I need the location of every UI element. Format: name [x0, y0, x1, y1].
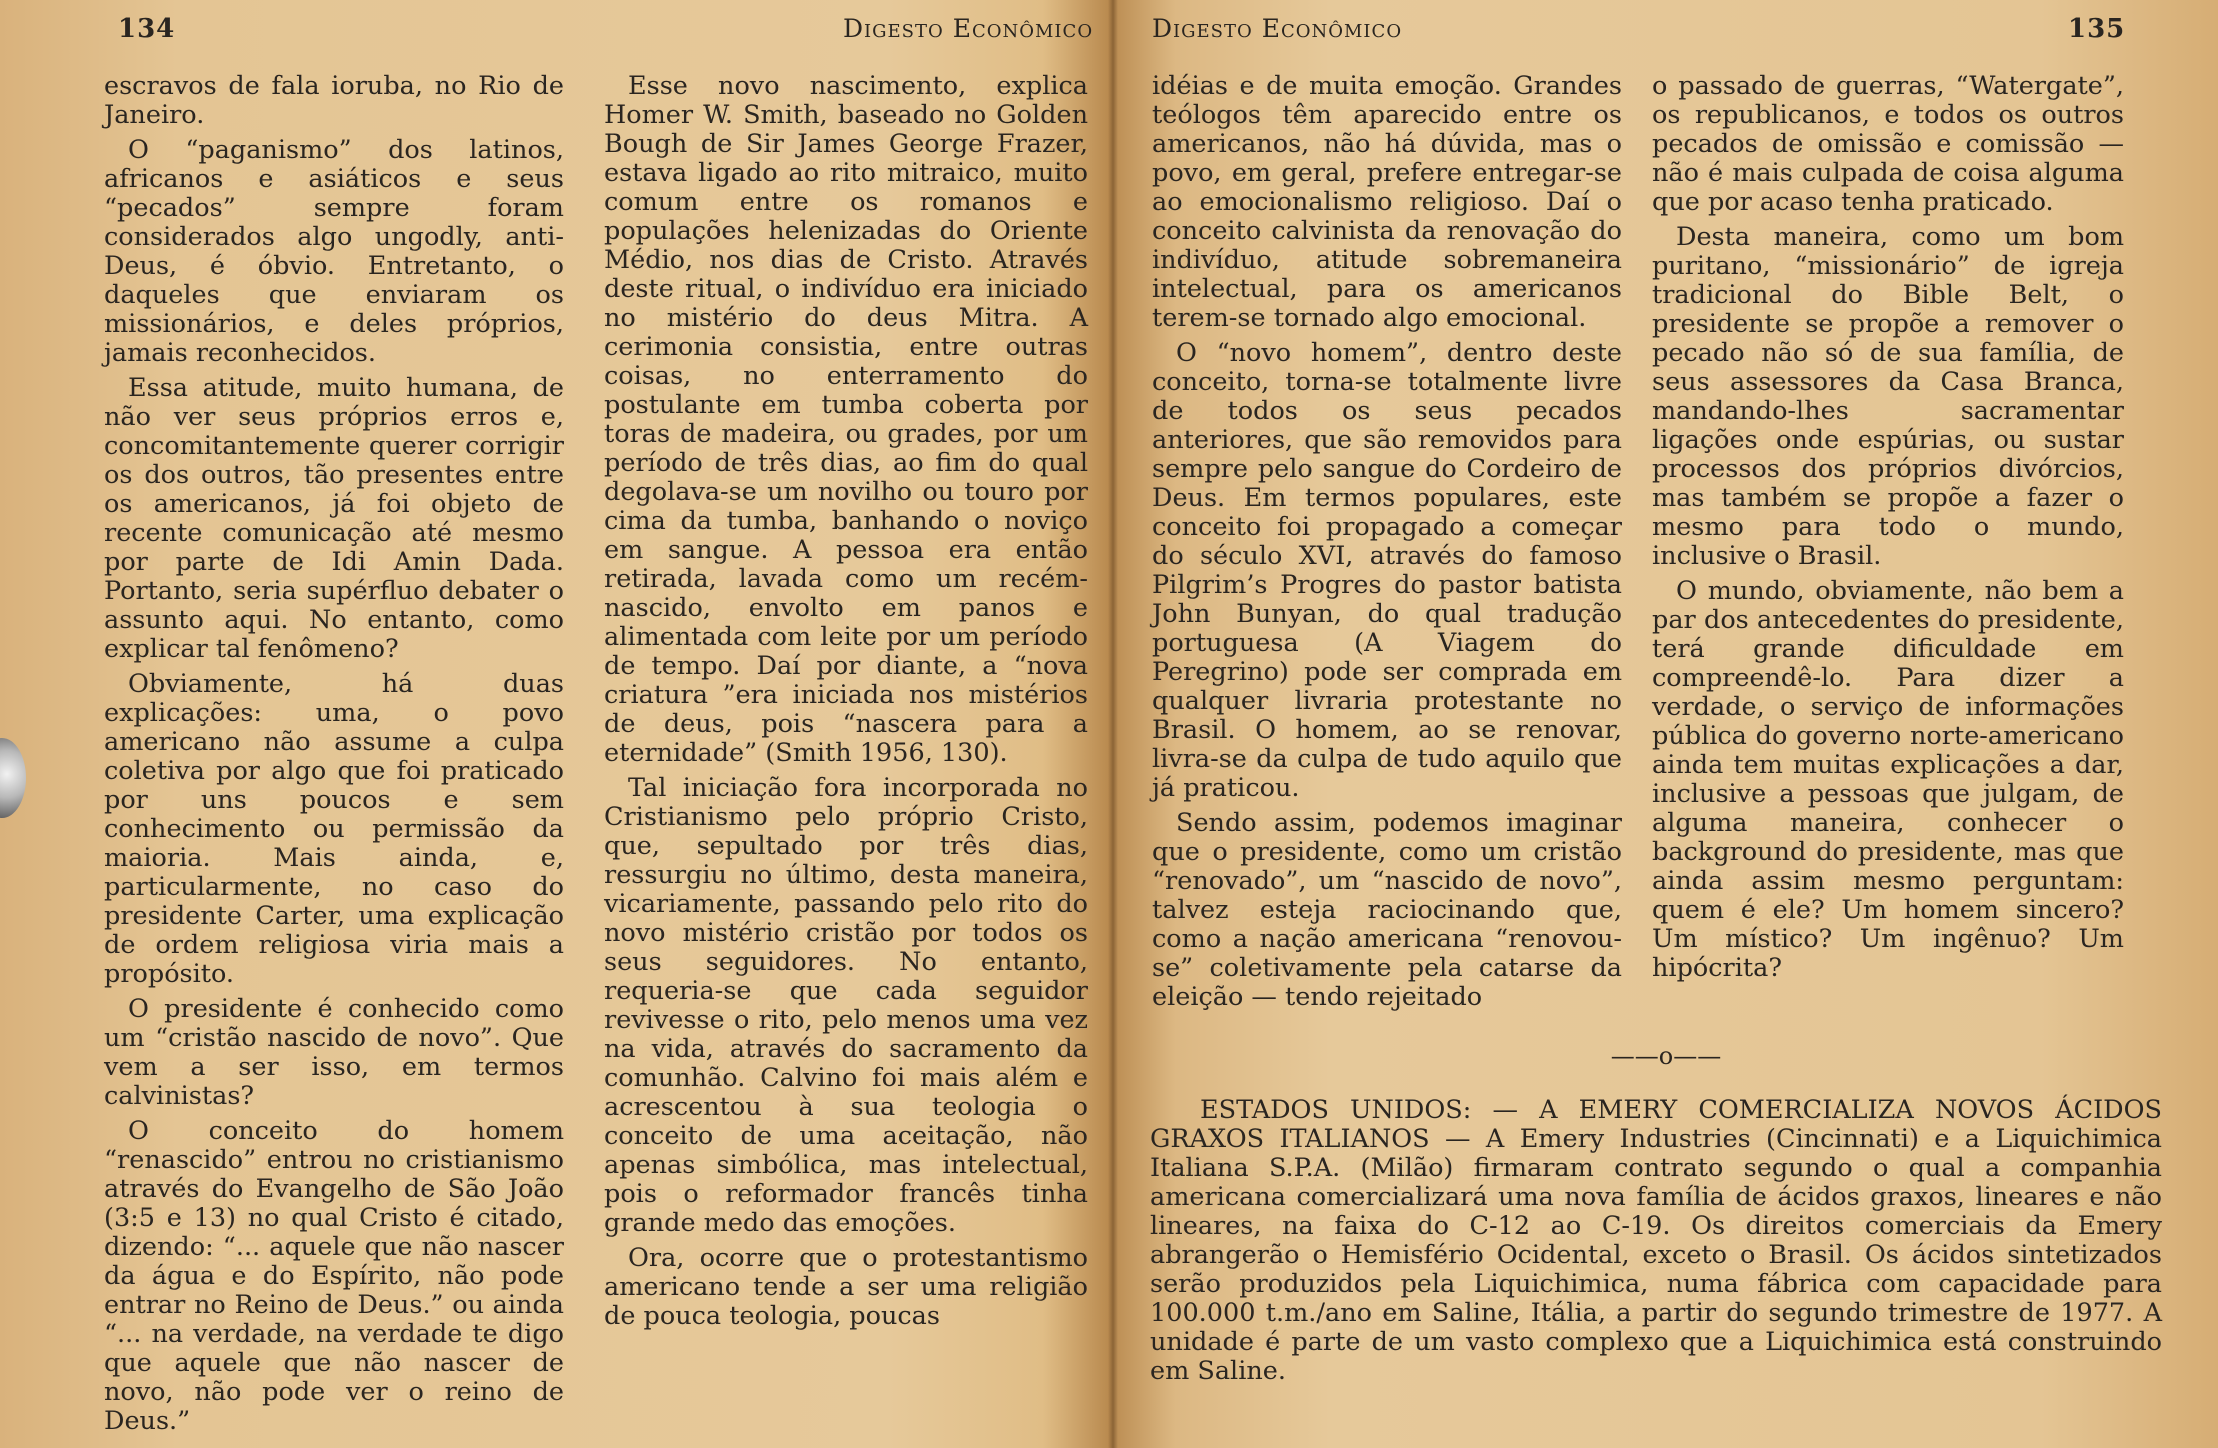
paragraph: O “paganismo” dos latinos, africanos e asiáticos e seus “pecados” sempre foram considerados algo ungodly, anti-Deus, é óbvio. Entretanto, o daqueles que enviaram os missionários, e deles próprios, jamais reconhecidos.: [104, 135, 564, 368]
paragraph: O presidente é conhecido como um “cristão nascido de novo”. Que vem a ser isso, em termos calvinistas?: [104, 994, 564, 1111]
paragraph: Essa atitude, muito humana, de não ver seus próprios erros e, concomitantemente querer corrigir os dos outros, tão presentes entre os americanos, já foi objeto de recente comunicação até mesmo por parte de Idi Amin Dada. Portanto, seria supérfluo debater o assunto aqui. No entanto, como explicar tal fenômeno?: [104, 373, 564, 664]
paragraph: Obviamente, há duas explicações: uma, o povo americano não assume a culpa coletiva por algo que foi praticado por uns poucos e sem conhecimento ou permissão da maioria. Mais ainda, e, particularmente, no caso do presidente Carter, uma explicação de ordem religiosa viria mais a propósito.: [104, 669, 564, 989]
paragraph: idéias e de muita emoção. Grandes teólogos têm aparecido entre os americanos, não há dúvida, mas o povo, em geral, prefere entregar-se ao emocionalismo religioso. Daí o conceito calvinista da renovação do indivíduo, atitude sobremaneira intelectual, para os americanos terem-se tornado algo emocional.: [1152, 71, 1622, 333]
news-item: [1150, 1096, 2162, 1386]
right-page: [1116, 0, 2218, 1448]
paragraph: O conceito do homem “renascido” entrou no cristianismo através do Evangelho de São João (3:5 e 13) no qual Cristo é citado, dizendo: “... aquele que não nascer da água e do Espírito, não pode entrar no Reino de Deus.” ou ainda “... na verdade, na verdade te digo que aquele que não nascer de novo, não pode ver o reino de Deus.”: [104, 1116, 564, 1436]
paragraph: Tal iniciação fora incorporada no Cristianismo pelo próprio Cristo, que, sepultado por três dias, ressurgiu no último, desta maneira, vicariamente, passando pelo rito do novo mistério cristão por todos os seus seguidores. No entanto, requeria-se que cada seguidor revivesse o rito, pelo menos uma vez na vida, através do sacramento da comunhão. Calvino foi mais além e acrescentou à sua teologia o conceito de uma aceitação, não apenas simbólica, mas intelectual, pois o reformador francês tinha grande medo das emoções.: [604, 773, 1088, 1238]
right-column-2: [1652, 72, 2124, 989]
left-column-2: [604, 72, 1088, 1337]
paragraph: Sendo assim, podemos imaginar que o presidente, como um cristão “renovado”, um “nascido de novo”, talvez esteja raciocinando que, como a nação americana “renovou-se” coletivamente pela catarse da eleição — tendo rejeitado: [1152, 808, 1622, 1012]
paragraph: Esse novo nascimento, explica Homer W. Smith, baseado no Golden Bough de Sir James George Frazer, estava ligado ao rito mitraico, muito comum entre os romanos e populações helenizadas do Oriente Médio, nos dias de Cristo. Através deste ritual, o indivíduo era iniciado no mistério do deus Mitra. A cerimonia consistia, entre outras coisas, no enterramento do postulante em tumba coberta por toras de madeira, ou grades, por um período de três dias, ao fim do qual degolava-se um novilho ou touro por cima da tumba, banhando o noviço em sangue. A pessoa era então retirada, lavada como um recém-nascido, envolto em panos e alimentada com leite por um período de tempo. Daí por diante, a “nova criatura ”era iniciada nos mistérios de deus, pois “nascera para a eternidade” (Smith 1956, 130).: [604, 71, 1088, 768]
section-divider: ——o——: [1610, 1042, 1722, 1070]
news-headline: ESTADOS UNIDOS: — A EMERY COMERCIALIZA NOVOS ÁCIDOS GRAXOS ITALIANOS: [1150, 1095, 2162, 1154]
right-folio: 135: [2068, 14, 2126, 44]
paragraph: o passado de guerras, “Watergate”, os republicanos, e todos os outros pecados de omissão e comissão — não é mais culpada de coisa alguma que por acaso tenha praticado.: [1652, 71, 2124, 217]
news-body: — A Emery Industries (Cincinnati) e a Liquichimica Italiana S.P.A. (Milão) firmaram contrato segundo o qual a companhia americana comercializará uma nova família de ácidos graxos, lineares e não lineares, na faixa do C-12 ao C-19. Os direitos comerciais da Emery abrangerão o Hemisfério Ocidental, exceto o Brasil. Os ácidos sintetizados serão produzidos pela Liquichimica, numa fábrica com capacidade para 100.000 t.m./ano em Saline, Itália, a partir do segundo trimestre de 1977. A unidade é parte de um vasto complexo que a Liquichimica está construindo em Saline.: [1150, 1124, 2162, 1386]
right-column-1: [1152, 72, 1622, 1018]
paragraph: escravos de fala ioruba, no Rio de Janeiro.: [104, 71, 564, 130]
right-running-head: Digesto Econômico: [1152, 14, 1403, 43]
left-folio: 134: [118, 14, 176, 44]
paragraph: Ora, ocorre que o protestantismo americano tende a ser uma religião de pouca teologia, poucas: [604, 1243, 1088, 1331]
paragraph: O “novo homem”, dentro deste conceito, torna-se totalmente livre de todos os seus pecados anteriores, que são removidos para sempre pelo sangue do Cordeiro de Deus. Em termos populares, este conceito foi propagado a começar do século XVI, através do famoso Pilgrim’s Progres do pastor batista John Bunyan, do qual tradução portuguesa (A Viagem do Peregrino) pode ser comprada em qualquer livraria protestante no Brasil. O homem, ao se renovar, livra-se da culpa de tudo aquilo que já praticou.: [1152, 338, 1622, 803]
paragraph: O mundo, obviamente, não bem a par dos antecedentes do presidente, terá grande dificuldade em compreendê-lo. Para dizer a verdade, o serviço de informações pública do governo norte-americano ainda tem muitas explicações a dar, inclusive a pessoas que julgam, de alguma maneira, conhecer o background do presidente, mas que ainda assim mesmo perguntam: quem é ele? Um homem sincero? Um místico? Um ingênuo? Um hipócrita?: [1652, 576, 2124, 983]
left-column-1: [104, 72, 564, 1442]
left-running-head: Digesto Econômico: [843, 14, 1094, 43]
paragraph: Desta maneira, como um bom puritano, “missionário” de igreja tradicional do Bible Belt, o presidente se propõe a remover o pecado não só de sua família, de seus assessores da Casa Branca, mandando-lhes sacramentar ligações onde espúrias, ou sustar processos dos próprios divórcios, mas também se propõe a fazer o mesmo para todo o mundo, inclusive o Brasil.: [1652, 222, 2124, 571]
